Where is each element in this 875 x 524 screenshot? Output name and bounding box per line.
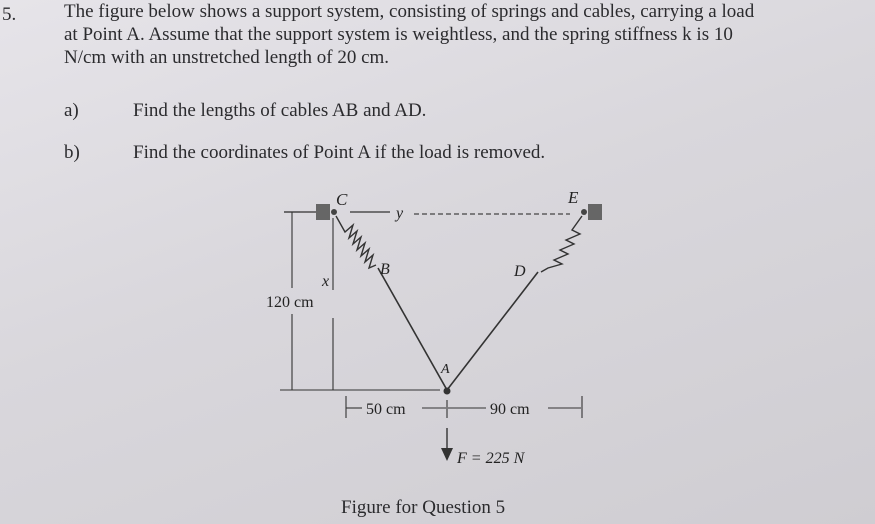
dim-right-label: 90 cm [490,401,530,418]
stem-line-1: The figure below shows a support system, consisting of springs and cables, carrying a load [64,1,755,22]
part-a-text: Find the lengths of cables AB and AD. [133,100,427,121]
part-a-label: a) [64,100,79,121]
cable-ab [378,268,447,390]
dim-left-label: 50 cm [366,401,406,418]
support-e-block [588,204,602,220]
point-a-dot [444,388,451,395]
force-arrowhead [441,448,453,461]
label-d: D [514,263,526,280]
cable-ad [447,272,538,390]
force-label: F = 225 N [457,450,525,467]
dim-height-label: 120 cm [266,294,314,311]
support-c-block [316,204,330,220]
stem-line-3: N/cm with an unstretched length of 20 cm. [64,47,390,68]
label-c: C [336,190,348,209]
question-number: 5. [2,4,17,25]
pin-e [581,209,587,215]
figure-caption: Figure for Question 5 [341,497,506,518]
label-e: E [568,188,579,207]
label-x: x [322,273,330,290]
part-b-text: Find the coordinates of Point A if the load is removed. [133,142,546,163]
pin-c [331,209,337,215]
spring-ed [541,216,582,272]
label-a: A [441,362,450,377]
spring-cb [336,216,376,268]
part-b-label: b) [64,142,80,163]
stem-line-2: at Point A. Assume that the support system is weightless, and the spring stiffness k is 10 [64,24,733,45]
label-y: y [396,205,404,222]
label-b: B [380,261,390,278]
